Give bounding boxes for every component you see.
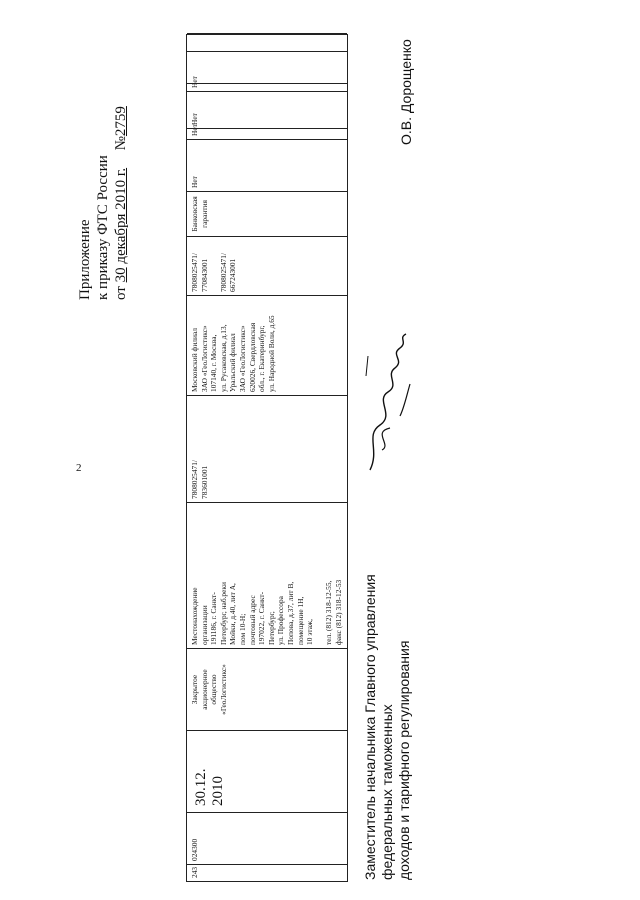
cell-security: Банковская гарантия <box>187 191 347 236</box>
cell-flag-3: Нет <box>187 51 347 91</box>
registry-table <box>186 34 348 882</box>
appendix-month-year: декабря 2010 г. <box>113 167 129 264</box>
cell-flag-4: Нет <box>187 83 347 128</box>
signatory-position: Заместитель начальника Главного управления федеральных таможенных доходов и тарифного регулирования <box>362 574 412 880</box>
registry-table-continued <box>186 34 348 129</box>
cell-flag-2: Нет <box>187 91 347 139</box>
cell-org-name: Закрытое акционерное общество «ГеоЛогистикс» <box>187 648 347 730</box>
appendix-header <box>76 58 130 300</box>
appendix-order: к приказу ФТС России <box>95 155 111 300</box>
cell-location: Местонахождение организации 191186, г. Санкт- Петербург, наб.реки Мойки, д.40, лит А, пом 10-Н; почтовый адрес 197022, г. Санкт- Петербург, ул. Профессора Попова, д.37, лит В, помещение 1Н, 10 этаж, тел. (812) 318-12-55, факс (812) 318-12-53 <box>187 502 347 648</box>
page-number: 2 <box>76 462 82 474</box>
cell-extra <box>187 33 347 83</box>
appendix-date-line: от 30 декабря 2010 г. №2759 <box>112 58 130 300</box>
cell-flag-1: Нет <box>187 139 347 191</box>
cell-code: 024300 <box>187 812 347 864</box>
appendix-day: 30 <box>113 267 129 283</box>
cell-index: 243 <box>187 864 347 881</box>
appendix-number-label: № <box>113 136 129 151</box>
cell-date: 30.12. 2010 <box>187 730 347 812</box>
signatory-name: О.В. Дорощенко <box>398 39 414 145</box>
appendix-title: Приложение <box>77 219 93 300</box>
cell-branch-inn-kpp: 7808025471/ 770843001 7808025471/ 667243001 <box>187 236 347 295</box>
cell-inn-kpp: 7808025471/ 783601001 <box>187 395 347 502</box>
appendix-number: 2759 <box>113 106 129 137</box>
cell-branches: Московский филиал ЗАО «ГеоЛогистикс» 107140, г. Москва, ул. Русаковская, д.13, Уральский филиал ЗАО «ГеоЛогистикс» 620026, Свердловская обл., г. Екатеринбург, ул. Народной Воли, д.65 <box>187 295 347 395</box>
signature-tick <box>396 380 416 420</box>
